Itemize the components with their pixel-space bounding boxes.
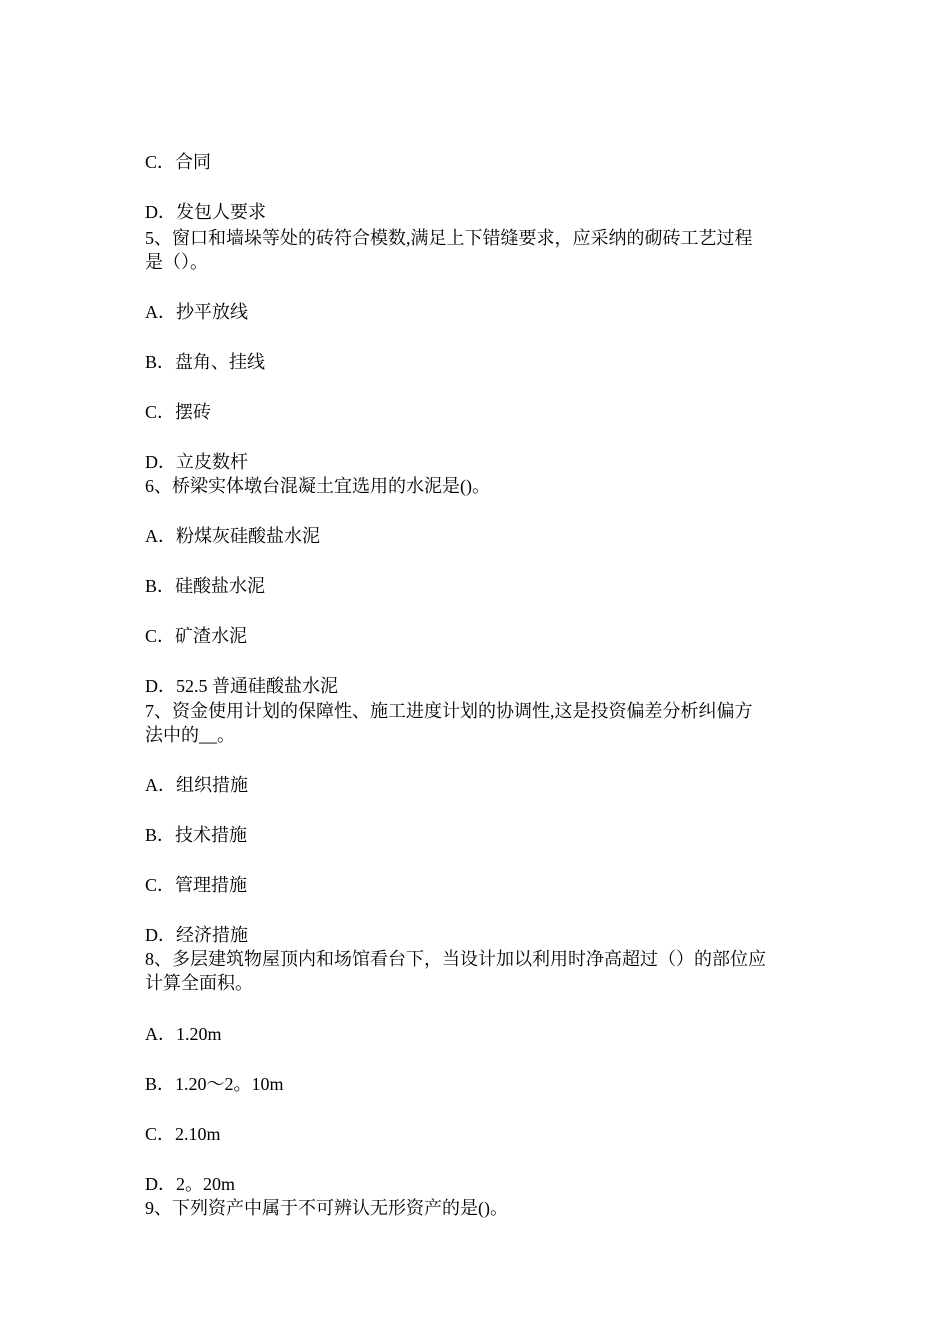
question-9: 9、下列资产中属于不可辨认无形资产的是()。 <box>145 1198 508 1218</box>
option-c-q7: C．管理措施 <box>145 875 248 895</box>
option-b-q7: B．技术措施 <box>145 825 248 845</box>
option-c-q8: C．2.10m <box>145 1124 221 1144</box>
option-b-q5: B．盘角、挂线 <box>145 352 266 372</box>
question-8-line-2: 计算全面积。 <box>145 973 253 993</box>
option-b-q6: B．硅酸盐水泥 <box>145 576 266 596</box>
question-7-line-1: 7、资金使用计划的保障性、施工进度计划的协调性,这是投资偏差分析纠偏方 <box>145 701 753 721</box>
option-a-q7: A．组织措施 <box>145 775 248 795</box>
option-a-q6: A．粉煤灰硅酸盐水泥 <box>145 526 320 546</box>
option-c-q4: C．合同 <box>145 152 212 172</box>
option-a-q5: A．抄平放线 <box>145 302 248 322</box>
option-c-q6: C．矿渣水泥 <box>145 626 248 646</box>
question-8-line-1: 8、多层建筑物屋顶内和场馆看台下，当设计加以利用时净高超过（）的部位应 <box>145 949 766 969</box>
question-5-line-2: 是（）。 <box>145 252 208 272</box>
option-d-q6: D．52.5 普通硅酸盐水泥 <box>145 676 338 696</box>
question-7-line-2: 法中的__。 <box>145 725 235 745</box>
option-d-q5: D．立皮数杆 <box>145 452 248 472</box>
option-b-q8: B．1.20～2。10m <box>145 1074 284 1094</box>
option-a-q8: A．1.20m <box>145 1024 222 1044</box>
question-6: 6、桥梁实体墩台混凝土宜选用的水泥是()。 <box>145 476 490 496</box>
option-d-q7: D．经济措施 <box>145 925 248 945</box>
option-d-q8: D．2。20m <box>145 1174 235 1194</box>
question-5-line-1: 5、窗口和墙垛等处的砖符合模数,满足上下错缝要求，应采纳的砌砖工艺过程 <box>145 228 753 248</box>
option-d-q4: D．发包人要求 <box>145 202 266 222</box>
option-c-q5: C．摆砖 <box>145 402 212 422</box>
